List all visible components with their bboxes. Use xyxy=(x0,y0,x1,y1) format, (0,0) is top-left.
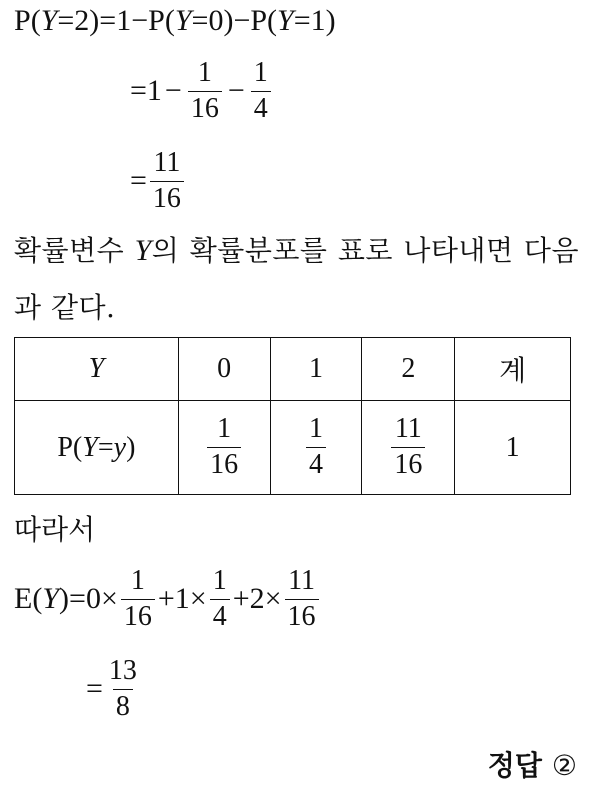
denominator: 16 xyxy=(188,91,222,125)
therefore-text: 따라서 xyxy=(14,513,96,546)
equation-line-1 xyxy=(14,6,336,36)
variable-y: Y xyxy=(42,582,60,616)
fraction xyxy=(391,414,425,481)
equation-line-3 xyxy=(130,148,187,215)
header-cell: 2 xyxy=(362,338,455,401)
table-row xyxy=(15,401,571,495)
denominator: 4 xyxy=(210,599,230,633)
equation-line-2 xyxy=(130,58,274,125)
equals-sign: = xyxy=(69,582,86,616)
value: 1 xyxy=(116,4,132,37)
fraction xyxy=(106,656,140,723)
equals-sign: = xyxy=(130,164,147,198)
paren-open: ( xyxy=(164,4,175,37)
prob-p: P xyxy=(250,4,268,37)
denominator: 16 xyxy=(285,599,319,633)
table-cell-total: 1 xyxy=(455,401,571,495)
paren-close: ) xyxy=(89,4,100,37)
equals-sign: = xyxy=(86,672,103,706)
numerator: 1 xyxy=(217,413,232,445)
denominator: 4 xyxy=(306,447,326,481)
fraction xyxy=(150,148,184,215)
paragraph-text: 의 확률분포를 표로 나타내면 다음과 같다. xyxy=(14,234,580,324)
paren-close: ) xyxy=(223,4,234,37)
equals-sign: = xyxy=(99,4,117,37)
expect-e: E xyxy=(14,582,33,616)
denominator: 4 xyxy=(251,91,271,125)
minus-sign: − xyxy=(233,4,251,37)
numerator: 1 xyxy=(197,57,212,88)
paragraph-text: 확률변수 xyxy=(14,234,135,267)
numerator: 11 xyxy=(288,565,316,596)
answer xyxy=(488,744,577,784)
times-sign: × xyxy=(189,582,207,616)
header-cell-variable: Y xyxy=(15,338,179,401)
plus-sign: + xyxy=(157,582,175,616)
value: 2 xyxy=(74,4,90,37)
equals-sign: = xyxy=(293,4,311,37)
variable-y: Y xyxy=(40,4,58,37)
answer-mark: ② xyxy=(551,749,577,782)
numerator: 11 xyxy=(153,147,181,178)
probability-distribution-table xyxy=(14,337,571,495)
minus-sign: − xyxy=(131,4,149,37)
table-cell xyxy=(270,401,362,495)
expectation-line-1 xyxy=(14,566,322,633)
fraction xyxy=(285,566,319,633)
denominator: 16 xyxy=(207,447,241,481)
paren-open: ( xyxy=(30,4,41,37)
fraction xyxy=(306,414,326,481)
value: 1 xyxy=(174,582,190,616)
times-sign: × xyxy=(264,582,282,616)
equals-sign: = xyxy=(130,74,147,108)
explanation-paragraph xyxy=(14,222,579,336)
fraction xyxy=(121,566,155,633)
numerator: 1 xyxy=(253,57,268,88)
value: 1 xyxy=(146,74,162,108)
equals-sign: = xyxy=(191,4,209,37)
paren-open: ( xyxy=(267,4,278,37)
paren-close: ) xyxy=(59,582,70,616)
header-cell: 0 xyxy=(178,338,270,401)
header-cell-total: 계 xyxy=(455,338,571,401)
row-label-cell: P(Y=y) xyxy=(15,401,179,495)
value: 2 xyxy=(249,582,265,616)
numerator: 1 xyxy=(308,413,323,445)
value: 0 xyxy=(208,4,224,37)
denominator: 16 xyxy=(391,447,425,481)
denominator: 16 xyxy=(150,181,184,215)
value: 0 xyxy=(85,582,101,616)
prob-p: P xyxy=(14,4,31,37)
numerator: 13 xyxy=(108,655,137,686)
fraction xyxy=(207,414,241,481)
table-cell xyxy=(362,401,455,495)
denominator: 8 xyxy=(113,689,133,723)
prob-p: P xyxy=(148,4,165,37)
answer-label: 정답 xyxy=(487,749,542,782)
numerator: 1 xyxy=(130,565,145,596)
variable-y: Y xyxy=(134,234,152,267)
plus-sign: + xyxy=(232,582,250,616)
numerator: 11 xyxy=(394,413,422,445)
value: 1 xyxy=(310,4,326,37)
paren-close: ) xyxy=(325,4,336,37)
minus-sign: − xyxy=(164,74,182,108)
times-sign: × xyxy=(100,582,118,616)
equals-sign: = xyxy=(57,4,75,37)
expectation-line-2 xyxy=(86,656,143,723)
fraction xyxy=(251,58,271,125)
table-cell xyxy=(178,401,270,495)
minus-sign: − xyxy=(227,74,245,108)
fraction xyxy=(188,58,222,125)
paren-open: ( xyxy=(32,582,43,616)
fraction xyxy=(210,566,230,633)
header-cell: 1 xyxy=(270,338,362,401)
numerator: 1 xyxy=(212,565,227,596)
variable-y: Y xyxy=(174,4,192,37)
variable-y: Y xyxy=(277,4,294,37)
denominator: 16 xyxy=(121,599,155,633)
table-header-row xyxy=(15,338,571,401)
